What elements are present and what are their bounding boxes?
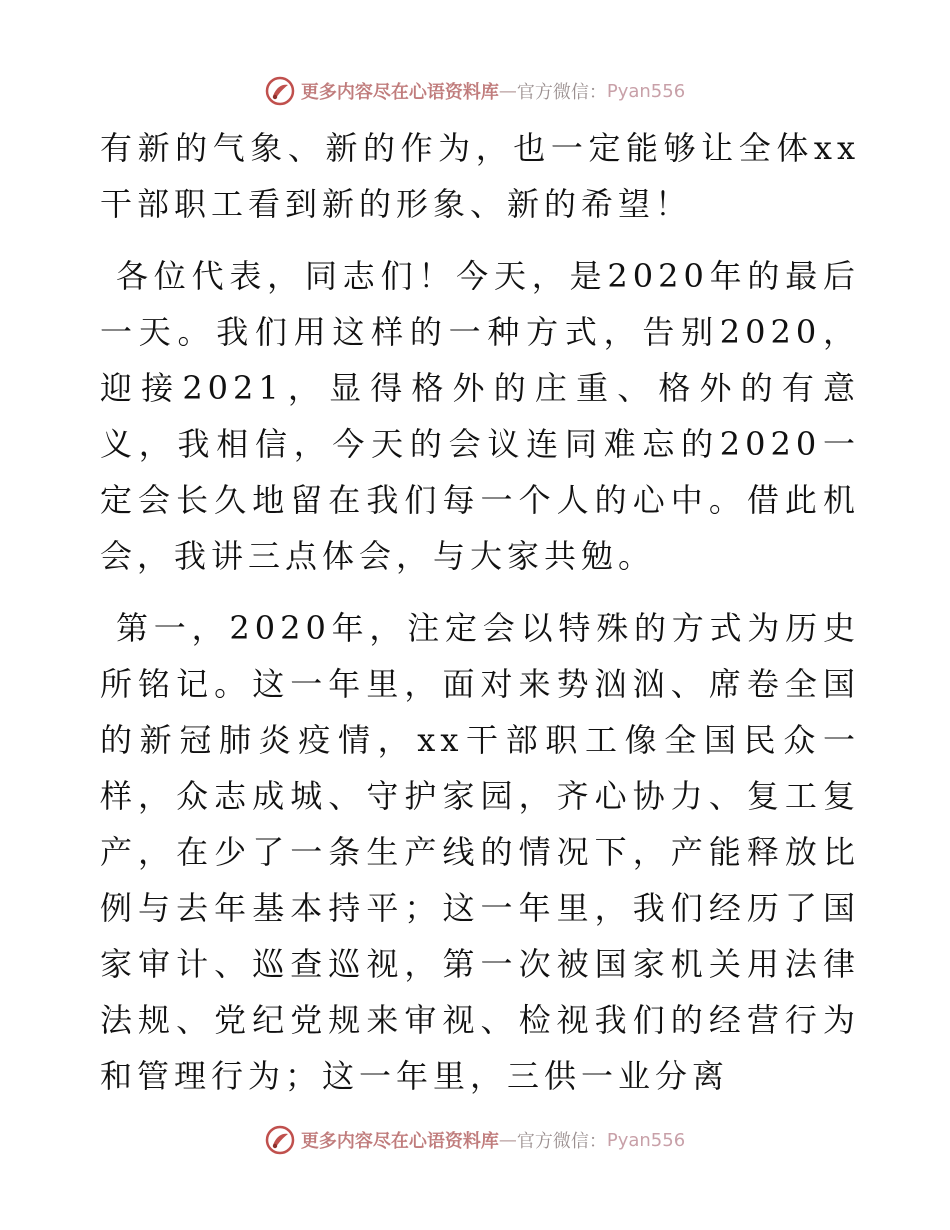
watermark-wechat-id: Pyan556 — [606, 80, 686, 102]
red-circular-emblem-icon — [265, 1125, 295, 1155]
watermark-brand: 更多内容尽在心语资料库 — [300, 82, 499, 103]
watermark-wechat-id: Pyan556 — [606, 1129, 686, 1151]
paragraph-3: 第一，2020年，注定会以特殊的方式为历史所铭记。这一年里，面对来势汹汹、席卷全国的新冠肺炎疫情，xx干部职工像全国民众一样，众志成城、守护家园，齐心协力、复工复产，在少了一条生产线的情况下，产能释放比例与去年基本持平；这一年里，我们经历了国家审计、巡查巡视，第一次被国家机关用法律法规、党纪党规来审视、检视我们的经营行为和管理行为；这一年里，三供一业分离 — [100, 609, 860, 1095]
watermark-dash: — — [498, 1129, 517, 1151]
watermark-official: 官方微信： — [516, 1131, 607, 1152]
paragraph-2: 各位代表，同志们！今天，是2020年的最后一天。我们用这样的一种方式，告别2020，迎接2021，显得格外的庄重、格外的有意义，我相信，今天的会议连同难忘的2020一定会长久地留在我们每一个人的心中。借此机会，我讲三点体会，与大家共勉。 — [100, 257, 860, 575]
footer-watermark — [0, 1122, 950, 1158]
paragraph-1: 有新的气象、新的作为，也一定能够让全体xx干部职工看到新的形象、新的希望！ — [100, 129, 860, 223]
header-watermark — [0, 73, 950, 109]
watermark-dash: — — [498, 80, 517, 102]
watermark-official: 官方微信： — [516, 82, 607, 103]
watermark-brand: 更多内容尽在心语资料库 — [300, 1131, 499, 1152]
red-circular-emblem-icon — [265, 76, 295, 106]
document-body — [100, 120, 860, 1104]
